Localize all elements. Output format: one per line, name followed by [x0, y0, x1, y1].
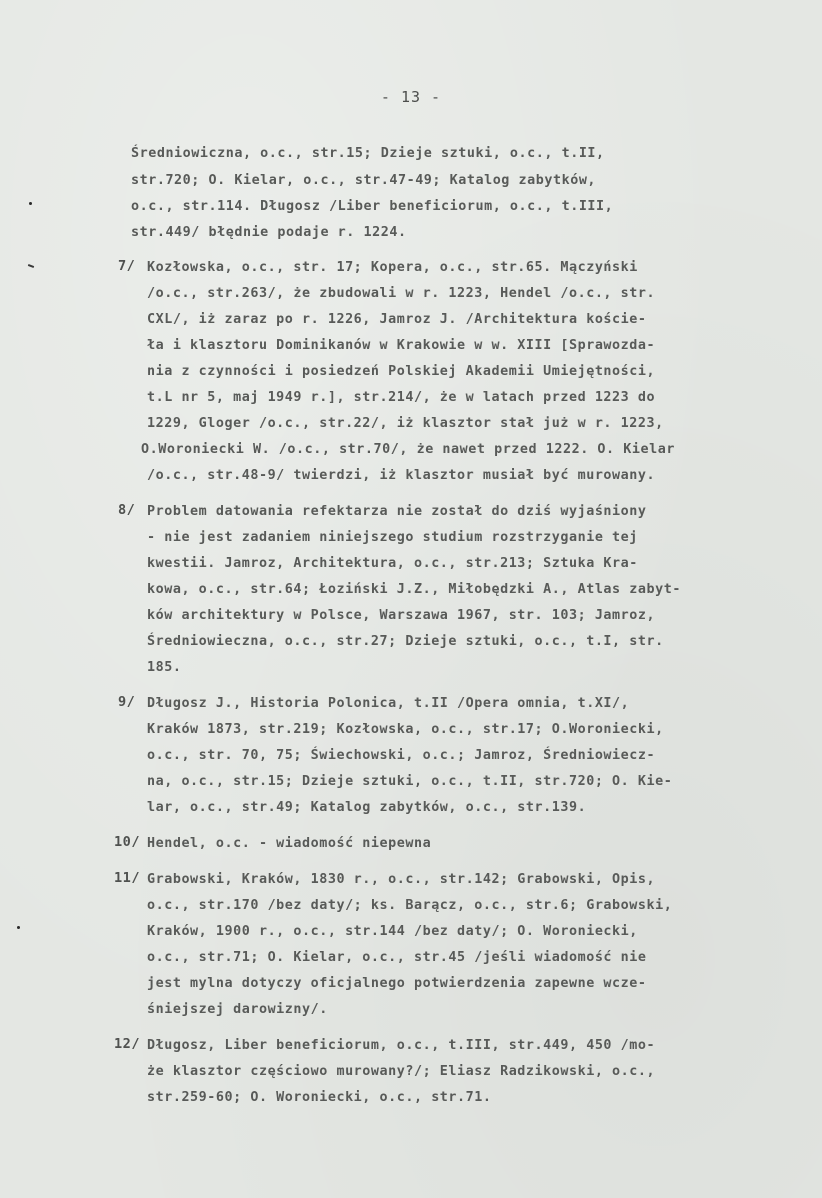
- text-line: Grabowski, Kraków, 1830 r., o.c., str.142; Grabowski, Opis,: [147, 872, 656, 887]
- text-line: Problem datowania refektarza nie został do dziś wyjaśniony: [147, 504, 647, 519]
- text-line: lar, o.c., str.49; Katalog zabytków, o.c., str.139.: [147, 800, 587, 815]
- text-line: /o.c., str.48-9/ twierdzi, iż klasztor musiał być murowany.: [147, 468, 656, 483]
- margin-dot-mark: [17, 926, 20, 929]
- text-line: o.c., str. 70, 75; Świechowski, o.c.; Jamroz, Średniowiecz-: [147, 748, 656, 763]
- page-number: - 13 -: [380, 88, 442, 106]
- text-line: ków architektury w Polsce, Warszawa 1967, str. 103; Jamroz,: [147, 608, 656, 623]
- text-line: nia z czynności i posiedzeń Polskiej Akademii Umiejętności,: [147, 364, 656, 379]
- text-line: Kraków 1873, str.219; Kozłowska, o.c., str.17; O.Woroniecki,: [147, 722, 664, 737]
- text-line: 1229, Gloger /o.c., str.22/, iż klasztor stał już w r. 1223,: [147, 416, 664, 431]
- text-line: na, o.c., str.15; Dzieje sztuki, o.c., t.II, str.720; O. Kie-: [147, 774, 673, 789]
- text-line: Średniowiczna, o.c., str.15; Dzieje sztuki, o.c., t.II,: [131, 146, 605, 161]
- text-line: ła i klasztoru Dominikanów w Krakowie w w. XIII [Sprawozda-: [147, 338, 656, 353]
- text-line: o.c., str.170 /bez daty/; ks. Barącz, o.c., str.6; Grabowski,: [147, 898, 673, 913]
- text-line: str.449/ błędnie podaje r. 1224.: [131, 225, 407, 240]
- text-line: O.Woroniecki W. /o.c., str.70/, że nawet przed 1222. O. Kielar: [141, 442, 675, 457]
- text-line: Długosz J., Historia Polonica, t.II /Opera omnia, t.XI/,: [147, 696, 630, 711]
- text-line: Kozłowska, o.c., str. 17; Kopera, o.c., str.65. Mączyński: [147, 260, 638, 275]
- text-line: CXL/, iż zaraz po r. 1226, Jamroz J. /Architektura koście-: [147, 312, 647, 327]
- text-line: - nie jest zadaniem niniejszego studium rozstrzyganie tej: [147, 530, 638, 545]
- text-line: że klasztor częściowo murowany?/; Eliasz Radzikowski, o.c.,: [147, 1064, 656, 1079]
- text-line: /o.c., str.263/, że zbudowali w r. 1223, Hendel /o.c., str.: [147, 286, 656, 301]
- text-line: o.c., str.114. Długosz /Liber beneficiorum, o.c., t.III,: [131, 199, 614, 214]
- footnote-number: 9/: [118, 694, 136, 710]
- text-line: str.259-60; O. Woroniecki, o.c., str.71.: [147, 1090, 492, 1105]
- text-line: o.c., str.71; O. Kielar, o.c., str.45 /jeśli wiadomość nie: [147, 950, 647, 965]
- footnote-number: 10/: [114, 834, 141, 850]
- text-line: Kraków, 1900 r., o.c., str.144 /bez daty/; O. Woroniecki,: [147, 924, 638, 939]
- footnote-number: 12/: [114, 1036, 141, 1052]
- text-line: Średniowieczna, o.c., str.27; Dzieje sztuki, o.c., t.I, str.: [147, 634, 664, 649]
- footnote-number: 11/: [114, 870, 141, 886]
- footnote-number: 8/: [118, 502, 136, 518]
- text-line: Długosz, Liber beneficiorum, o.c., t.III, str.449, 450 /mo-: [147, 1038, 656, 1053]
- text-line: kwestii. Jamroz, Architektura, o.c., str.213; Sztuka Kra-: [147, 556, 638, 571]
- text-line: str.720; O. Kielar, o.c., str.47-49; Katalog zabytków,: [131, 173, 597, 188]
- text-line: jest mylna dotyczy oficjalnego potwierdzenia zapewne wcze-: [147, 976, 647, 991]
- margin-dash-mark: [28, 264, 34, 268]
- margin-dot-mark: [29, 202, 32, 205]
- text-line: kowa, o.c., str.64; Łoziński J.Z., Miłobędzki A., Atlas zabyt-: [147, 582, 681, 597]
- footnote-number: 7/: [118, 258, 136, 274]
- text-line: Hendel, o.c. - wiadomość niepewna: [147, 836, 432, 851]
- text-line: t.L nr 5, maj 1949 r.], str.214/, że w latach przed 1223 do: [147, 390, 656, 405]
- text-line: 185.: [147, 660, 182, 675]
- text-line: śniejszej darowizny/.: [147, 1002, 328, 1017]
